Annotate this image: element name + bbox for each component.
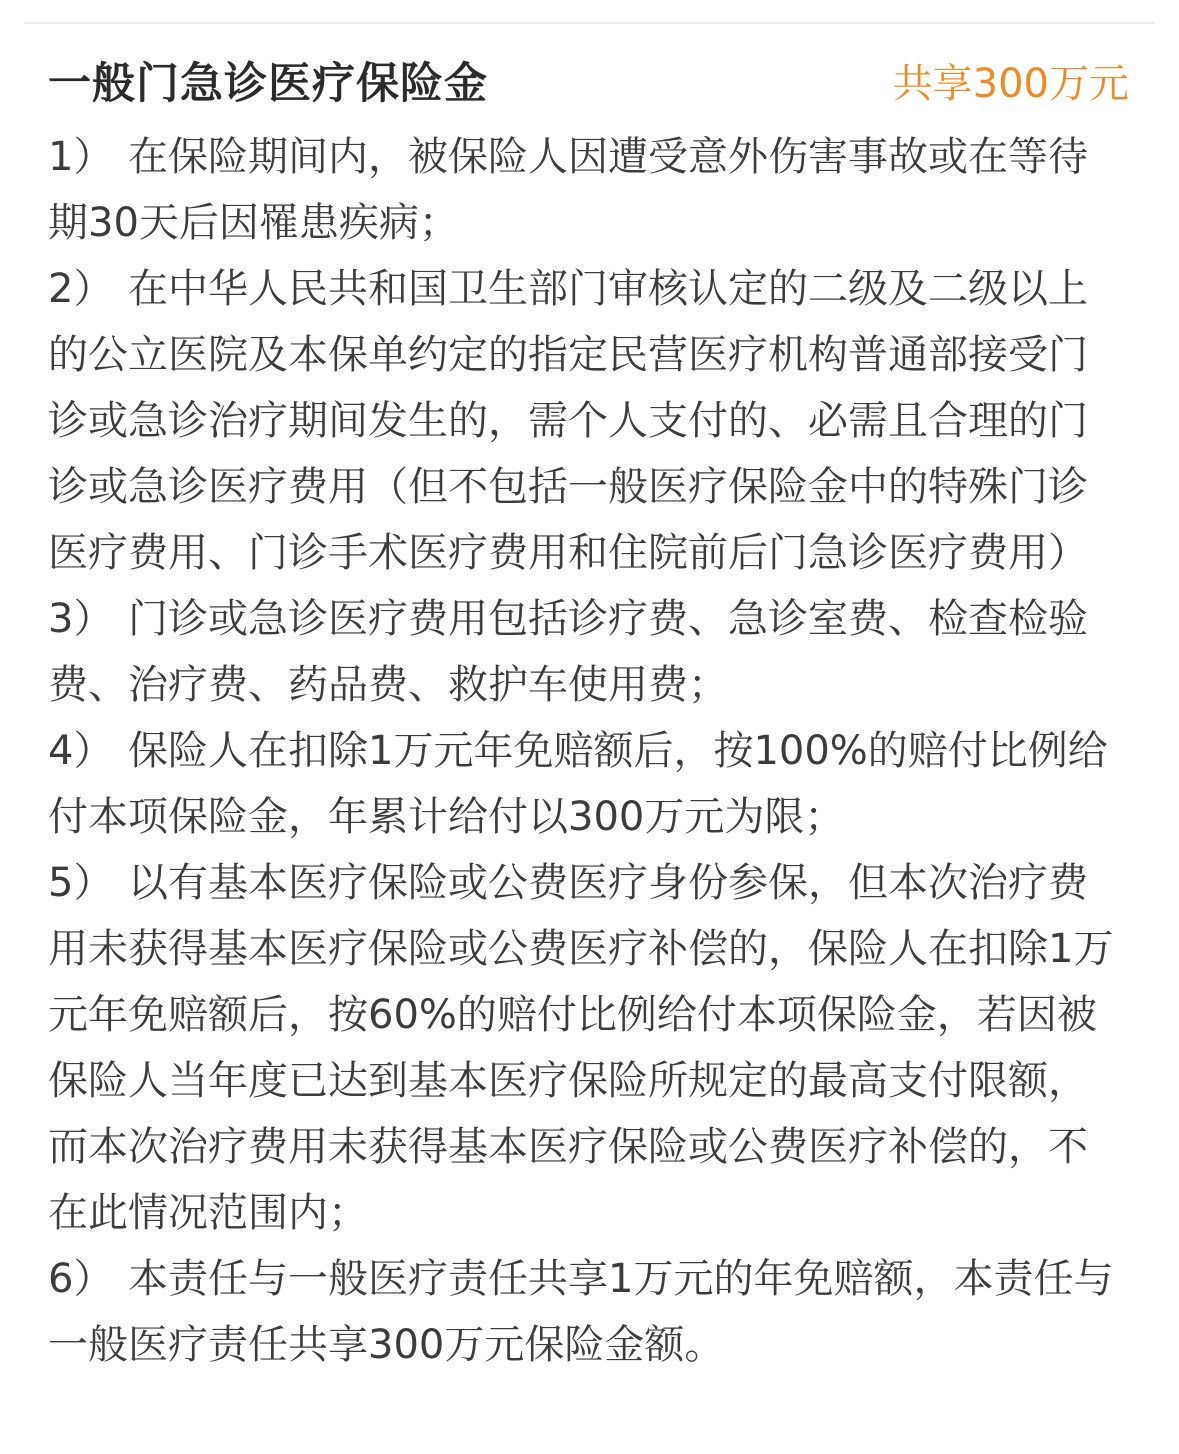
clause-text: 以有基本医疗保险或公费医疗身份参保，但本次治疗费用未获得基本医疗保险或公费医疗补偿的，保险人在扣除1万元年免赔额后，按60%的赔付比例给付本项保险金，若因被保险人当年度已达到基本医疗保险所规定的最高支付限额，而本次治疗费用未获得基本医疗保险或公费医疗补偿的，不在此情况范围内； — [48, 860, 1114, 1236]
clause-marker: 6） — [48, 1256, 114, 1302]
clause-text: 在保险期间内，被保险人因遭受意外伤害事故或在等待期30天后因罹患疾病； — [48, 134, 1088, 246]
clause-marker: 5） — [48, 860, 114, 906]
clause-item-4 — [48, 718, 1118, 850]
clause-marker: 4） — [48, 728, 114, 774]
clause-text: 在中华人民共和国卫生部门审核认定的二级及二级以上的公立医院及本保单约定的指定民营医疗机构普通部接受门诊或急诊治疗期间发生的，需个人支付的、必需且合理的门诊或急诊医疗费用（但不包括一般医疗保险金中的特殊门诊医疗费用、门诊手术医疗费用和住院前后门急诊医疗费用） — [48, 266, 1088, 576]
clause-text: 保险人在扣除1万元年免赔额后，按100%的赔付比例给付本项保险金，年累计给付以300万元为限； — [48, 728, 1108, 840]
section-title: 一般门急诊医疗保险金 — [48, 58, 488, 109]
clause-marker: 1） — [48, 134, 114, 180]
clause-text: 门诊或急诊医疗费用包括诊疗费、急诊室费、检查检验费、治疗费、药品费、救护车使用费； — [48, 596, 1088, 708]
clause-item-1 — [48, 124, 1118, 256]
clause-text: 本责任与一般医疗责任共享1万元的年免赔额，本责任与一般医疗责任共享300万元保险金额。 — [48, 1256, 1114, 1368]
clause-item-6 — [48, 1246, 1118, 1378]
section-header — [48, 48, 1129, 112]
shared-amount-label: 共享300万元 — [892, 60, 1129, 107]
clause-list — [48, 124, 1118, 1378]
clause-item-3 — [48, 586, 1118, 718]
clause-item-2 — [48, 256, 1118, 586]
clause-item-5 — [48, 850, 1118, 1246]
top-divider — [24, 22, 1155, 24]
clause-marker: 3） — [48, 596, 114, 642]
clause-marker: 2） — [48, 266, 114, 312]
